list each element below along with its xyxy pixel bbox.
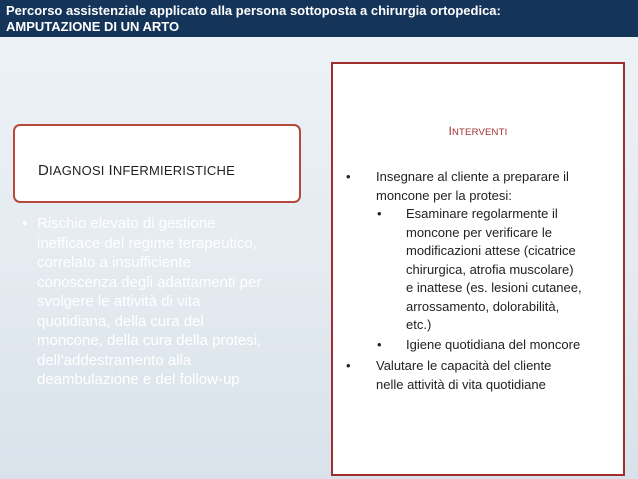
bullet-icon: • (346, 358, 351, 373)
diagnosis-line: conoscenza degli adattamenti per (37, 273, 262, 291)
bullet-icon: • (377, 206, 382, 221)
diagnosis-line: correlato a insufficiente (37, 254, 191, 271)
header-title-line-1: Percorso assistenziale applicato alla persona sottoposta a chirurgia ortopedica: (6, 3, 501, 18)
intervention-subitem-1: Esaminare regolarmente il moncone per verificare le modificazioni attese (cicatrice chirurgica, atrofia muscolare) e inattese (es. lesioni cutanee, arrossamento, dolorabilità, etc.) (406, 206, 582, 332)
diagnosis-list (22, 214, 290, 390)
diagnosis-line: svolgere le attività di vita (37, 293, 201, 310)
diagnosis-line: quotidiana, della cura del (37, 312, 204, 330)
diagnosis-line: Rischio elevato di gestione (37, 215, 216, 232)
diagnosis-item (22, 214, 290, 390)
diagnosis-box (13, 124, 301, 203)
bullet-icon: • (346, 169, 351, 184)
diagnosis-line: dell’addestramento alla (37, 351, 192, 369)
diagnosis-title: DIAGNOSI INFERMIERISTICHE (38, 162, 235, 179)
bullet-icon: • (22, 215, 28, 232)
header-title-line-2: AMPUTAZIONE DI UN ARTO (6, 19, 180, 34)
diagnosis-line: inefficace del regime terapeutico, (37, 234, 257, 252)
intervention-item-2: Valutare le capacità del cliente nelle attività di vita quotidiane (376, 358, 552, 392)
bullet-icon: • (377, 337, 382, 352)
intervention-item-1: Insegnare al cliente a preparare il moncone per la protesi: (376, 169, 569, 203)
interventions-box (331, 62, 625, 476)
diagnosis-line: deambulazione e del follow-up (37, 371, 240, 388)
interventions-title: INTERVENTI (448, 126, 508, 138)
slide-header (0, 0, 638, 37)
diagnosis-line: moncone, della cura della protesi, (37, 332, 262, 349)
intervention-subitem-2: Igiene quotidiana del moncore (406, 337, 581, 352)
